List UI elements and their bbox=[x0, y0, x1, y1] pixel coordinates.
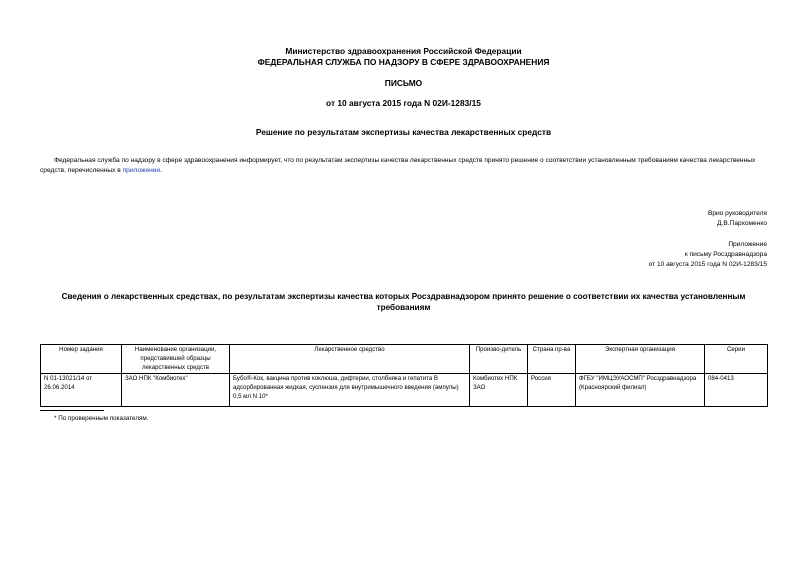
drug-table bbox=[40, 344, 768, 407]
column-header-manufacturer: Произво-дитель bbox=[470, 345, 528, 374]
appendix-link[interactable]: приложении bbox=[122, 167, 161, 174]
cell-series: 084-0413 bbox=[705, 374, 768, 407]
appendix-title: Сведения о лекарственных средствах, по результатам экспертизы качества которых Росздравнадзором принято решение о соответствии их качества установленным требованиям bbox=[61, 292, 746, 312]
cell-expert-org: ФГБУ "ИМЦЭУАОСМП" Росздравнадзора (Красноярский филиал) bbox=[576, 374, 705, 407]
service-name: ФЕДЕРАЛЬНАЯ СЛУЖБА ПО НАДЗОРУ В СФЕРЕ ЗДРАВООХРАНЕНИЯ bbox=[257, 57, 550, 67]
column-header-expert-org: Экспертная организация bbox=[576, 345, 705, 374]
letter-body-text: Федеральная служба по надзору в сфере здравоохранения информирует, что по результатам экспертизы качества лекарственных средств принято решение о соответствии установленным требованиям качества лекарственных средств, перечисленных в bbox=[40, 157, 756, 174]
footnote-divider bbox=[40, 410, 104, 411]
cell-manufacturer: Комбиотех НПК ЗАО bbox=[470, 374, 528, 407]
cell-country: Россия bbox=[528, 374, 576, 407]
appendix-reference bbox=[649, 240, 767, 270]
cell-drug: Бубо®-Кок, вакцина против коклюша, дифтерии, столбняка и гепатита В адсорбированная жидкая, суспензия для внутримышечного введения (ампулы) 0,5 мл N 10* bbox=[230, 374, 470, 407]
appendix-letter-date: от 10 августа 2015 года N 02И-1283/15 bbox=[648, 261, 767, 268]
footnote: * По проверенным показателям. bbox=[54, 415, 149, 422]
appendix-label: Приложение bbox=[728, 241, 767, 248]
ministry-name: Министерство здравоохранения Российской Федерации bbox=[285, 46, 522, 56]
document-title: Решение по результатам экспертизы качества лекарственных средств bbox=[255, 127, 552, 137]
signature-block bbox=[708, 209, 767, 229]
column-header-country: Страна пр-ва bbox=[528, 345, 576, 374]
table-header-row bbox=[41, 345, 768, 374]
column-header-organization: Наименование организации, представившей образцы лекарственных средств bbox=[122, 345, 230, 374]
document-date: от 10 августа 2015 года N 02И-1283/15 bbox=[326, 98, 481, 108]
column-header-series: Серии bbox=[705, 345, 768, 374]
letter-body bbox=[40, 156, 770, 176]
table-row bbox=[41, 374, 768, 407]
appendix-letter-ref: к письму Росздравнадзора bbox=[684, 251, 767, 258]
letter-body-end: . bbox=[160, 167, 162, 174]
signature-position: Врио руководителя bbox=[707, 210, 767, 217]
cell-task-number: N 01-13021/14 от 26.06.2014 bbox=[41, 374, 122, 407]
column-header-task-number: Номер задания bbox=[41, 345, 122, 374]
column-header-drug: Лекарственное средство bbox=[230, 345, 470, 374]
cell-organization: ЗАО НПК "Комбиотех" bbox=[122, 374, 230, 407]
signature-name: Д.В.Пархоменко bbox=[717, 220, 767, 227]
document-type: ПИСЬМО bbox=[384, 78, 423, 88]
